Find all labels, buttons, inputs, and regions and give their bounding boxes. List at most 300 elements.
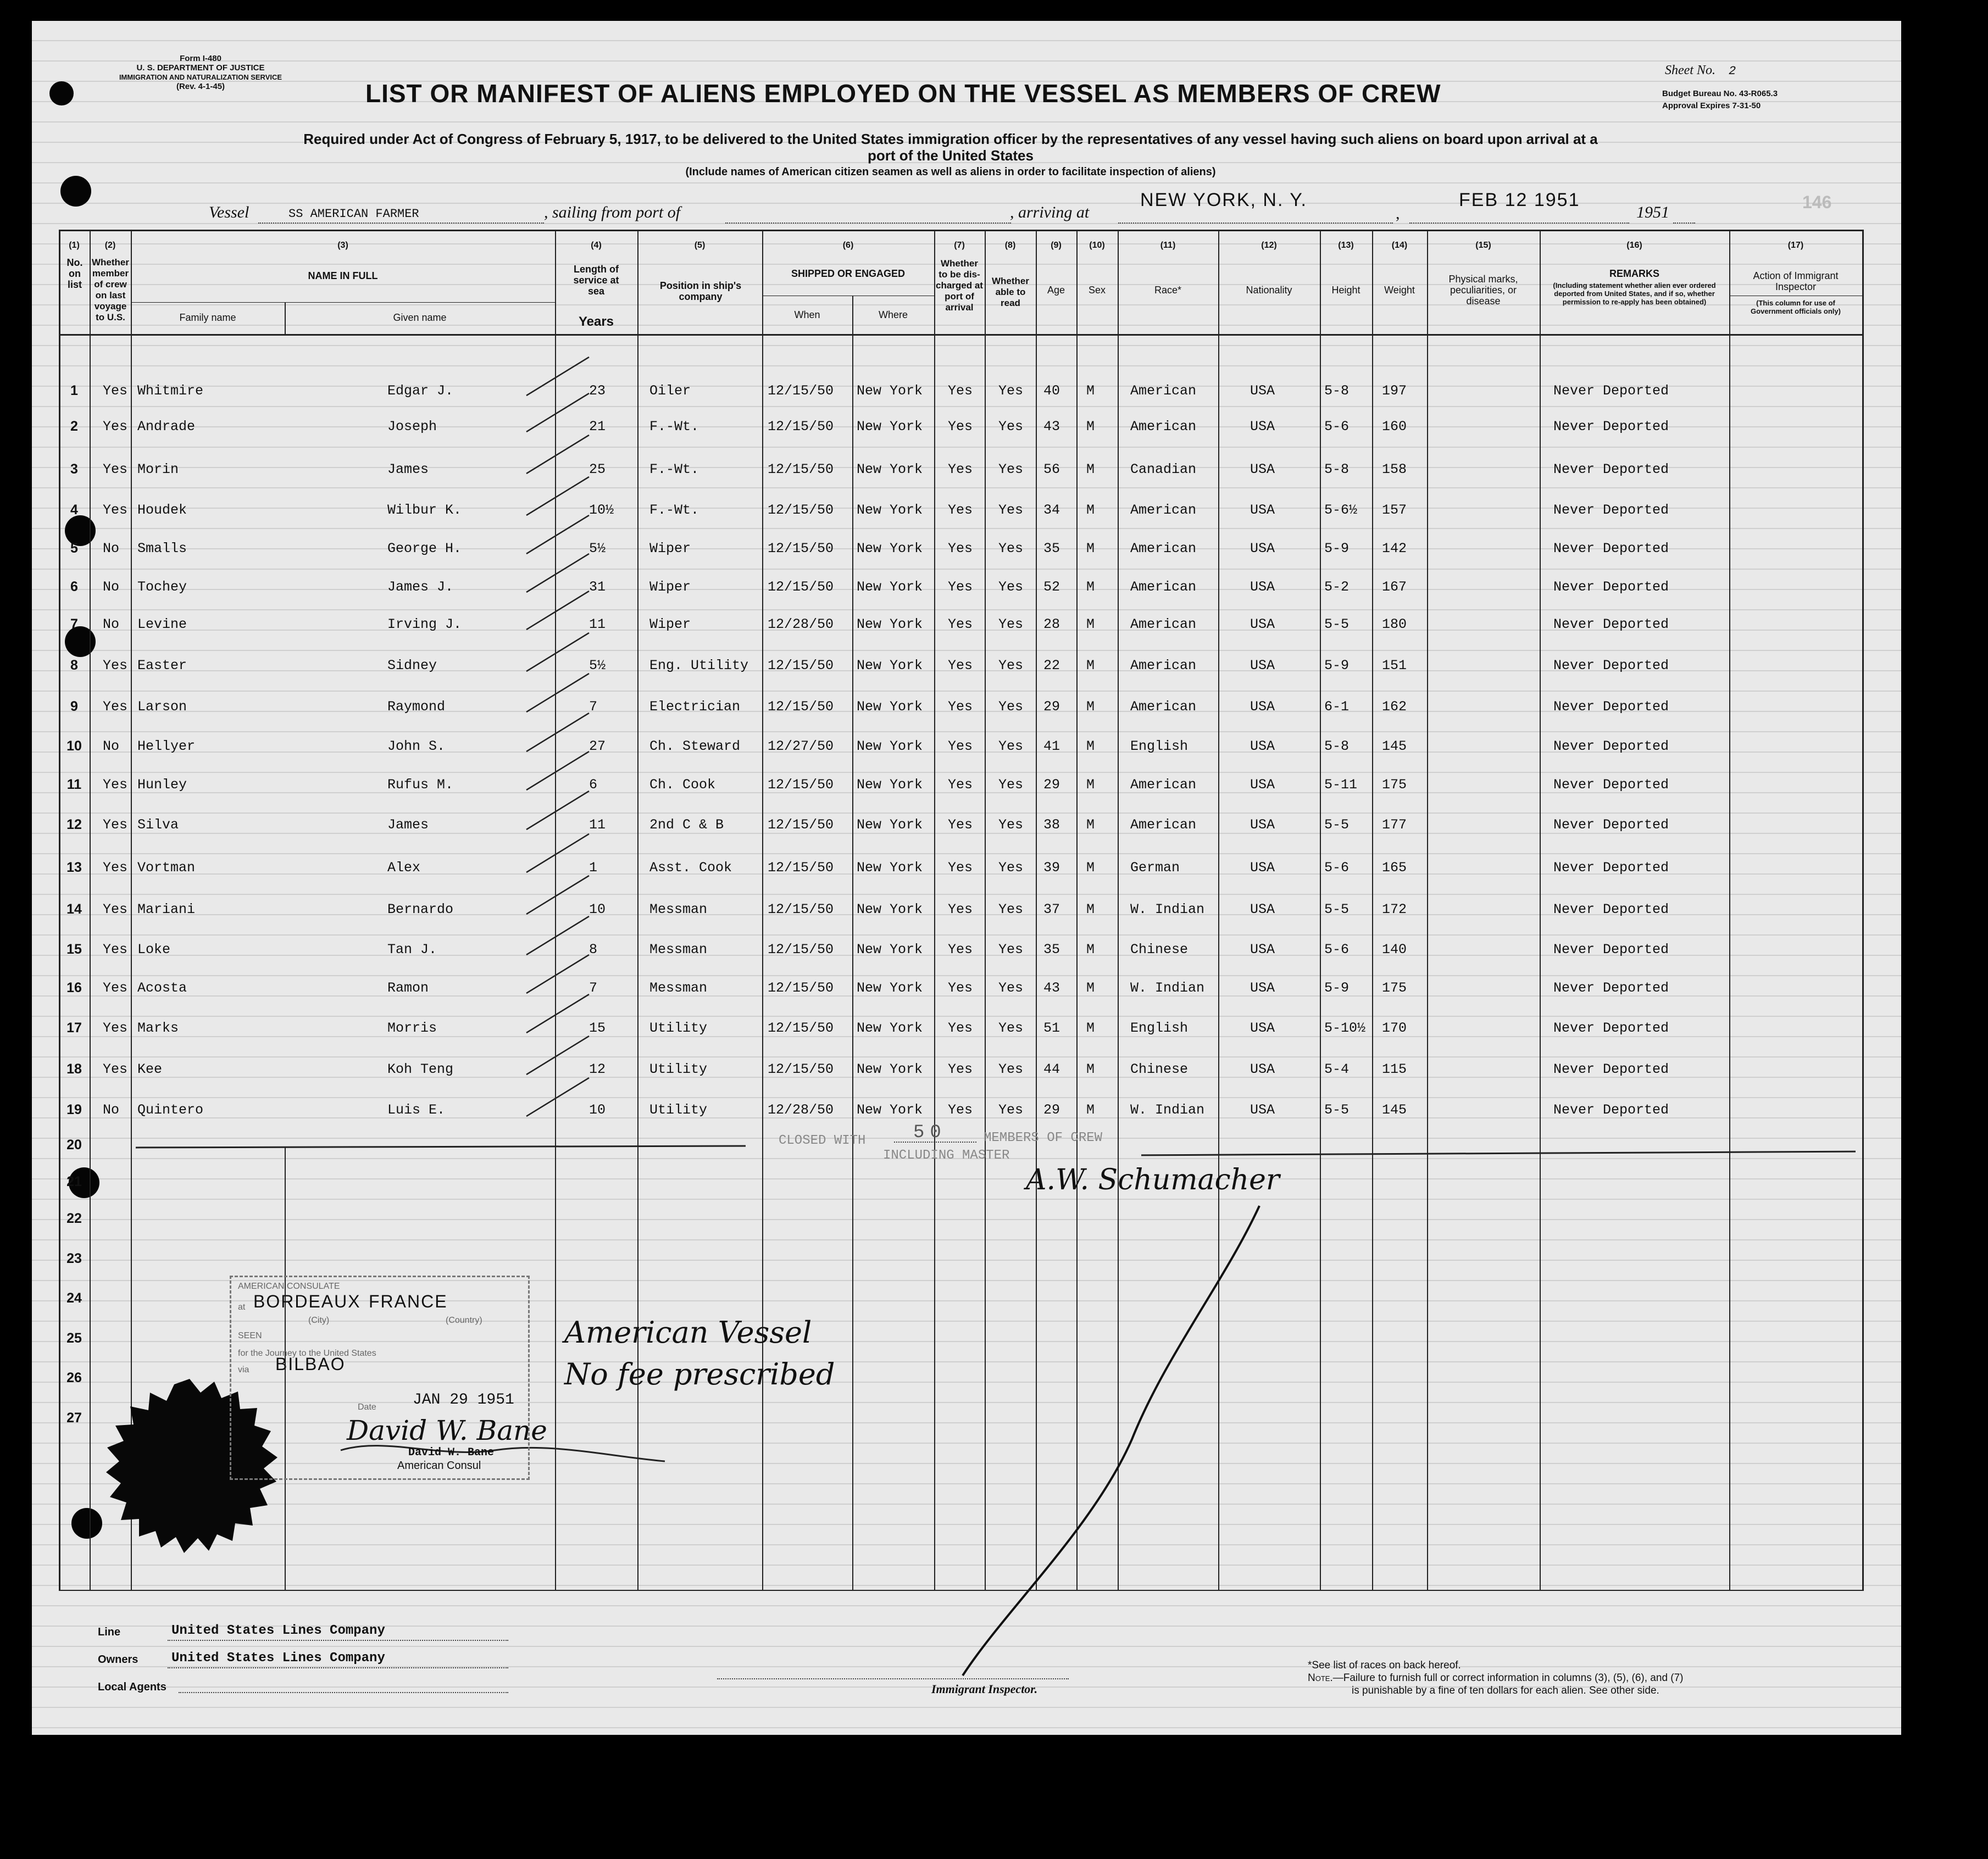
age-cell: 41 [1043, 738, 1060, 754]
stamp-seen: SEEN [238, 1331, 262, 1340]
years-at-sea-cell: 27 [589, 738, 606, 754]
last-voyage-value: Yes [103, 658, 128, 674]
given-name-cell: Tan J. [387, 942, 437, 958]
height-cell: 5-8 [1324, 461, 1350, 477]
including-master-label: INCLUDING MASTER [883, 1148, 1010, 1163]
years-at-sea-cell: 10 [589, 1102, 606, 1118]
line-value[interactable]: United States Lines Company [171, 1623, 385, 1638]
position-cell: Utility [649, 1020, 708, 1036]
age-cell: 38 [1043, 817, 1060, 833]
col-number: (7) [954, 241, 965, 250]
position-cell: F.-Wt. [649, 502, 699, 518]
stamp-via-label: via [238, 1365, 249, 1374]
years-at-sea-cell: 7 [589, 699, 598, 715]
last-voyage-value: Yes [103, 777, 128, 793]
race-cell: American [1130, 541, 1197, 556]
race-cell: German [1130, 860, 1180, 876]
header-given-name: Given name [393, 312, 447, 323]
sheet-number-value: 2 [1728, 64, 1736, 78]
sex-cell: M [1086, 942, 1095, 958]
col-number: (9) [1051, 241, 1062, 250]
header-shipped-engaged: SHIPPED OR ENGAGED [791, 268, 906, 279]
form-number: Form I-480 [180, 54, 221, 63]
given-name-cell: Morris [387, 1020, 437, 1036]
age-cell: 44 [1043, 1061, 1060, 1077]
discharged-cell: Yes [948, 738, 973, 754]
discharged-cell: Yes [948, 1020, 973, 1036]
family-name-cell: Andrade [137, 419, 196, 435]
age-cell: 28 [1043, 616, 1060, 632]
age-cell: 35 [1043, 942, 1060, 958]
discharged-cell: Yes [948, 579, 973, 595]
shipped-where-cell: New York [857, 738, 923, 754]
row-number: 27 [66, 1410, 82, 1426]
discharged-cell: Yes [948, 541, 973, 556]
row-number: 21 [66, 1174, 82, 1189]
position-cell: 2nd C & B [649, 817, 724, 833]
weight-cell: 167 [1382, 579, 1407, 595]
years-at-sea-cell: 10½ [589, 502, 614, 518]
shipped-when-cell: 12/15/50 [768, 1061, 834, 1077]
arriving-value[interactable]: NEW YORK, N. Y. [1140, 190, 1307, 210]
nationality-cell: USA [1250, 817, 1275, 833]
position-cell: Wiper [649, 616, 691, 632]
height-cell: 6-1 [1324, 699, 1350, 715]
nationality-cell: USA [1250, 942, 1275, 958]
able-to-read-cell: Yes [998, 738, 1024, 754]
family-name-cell: Houdek [137, 502, 187, 518]
given-name-cell: James [387, 461, 429, 477]
height-cell: 5-5 [1324, 901, 1350, 917]
height-cell: 5-4 [1324, 1061, 1350, 1077]
shipped-where-cell: New York [857, 901, 923, 917]
sex-cell: M [1086, 658, 1095, 674]
row-number: 19 [66, 1102, 82, 1117]
height-cell: 5-9 [1324, 980, 1350, 996]
sex-cell: M [1086, 616, 1095, 632]
header-able-to-read: Whether able to read [992, 276, 1029, 308]
height-cell: 5-6½ [1324, 502, 1358, 518]
remarks-cell: Never Deported [1553, 502, 1669, 518]
height-cell: 5-8 [1324, 383, 1350, 399]
age-cell: 52 [1043, 579, 1060, 595]
weight-cell: 160 [1382, 419, 1407, 435]
inspector-slash-path [963, 1206, 1259, 1676]
header-years: Years [578, 314, 614, 329]
position-cell: Electrician [649, 699, 741, 715]
able-to-read-cell: Yes [998, 541, 1024, 556]
weight-cell: 197 [1382, 383, 1407, 399]
sex-cell: M [1086, 461, 1095, 477]
form-service: IMMIGRATION AND NATURALIZATION SERVICE [119, 73, 282, 81]
family-name-cell: Levine [137, 616, 187, 632]
remarks-cell: Never Deported [1553, 860, 1669, 876]
remarks-cell: Never Deported [1553, 1061, 1669, 1077]
agents-label: Local Agents [98, 1681, 166, 1693]
weight-cell: 165 [1382, 860, 1407, 876]
shipped-when-cell: 12/15/50 [768, 419, 834, 435]
race-cell: W. Indian [1130, 1102, 1205, 1118]
position-cell: Eng. Utility [649, 658, 749, 674]
last-voyage-value: No [103, 616, 120, 632]
discharged-cell: Yes [948, 1061, 973, 1077]
col-number: (15) [1475, 241, 1491, 250]
height-cell: 5-11 [1324, 777, 1358, 793]
row-number: 18 [66, 1061, 82, 1077]
header-name-in-full: NAME IN FULL [308, 270, 378, 281]
family-name-cell: Hunley [137, 777, 187, 793]
shipped-where-cell: New York [857, 817, 923, 833]
row-number: 13 [66, 860, 82, 875]
last-voyage-value: Yes [103, 419, 128, 435]
owners-field [168, 1667, 508, 1668]
stamp-city: BORDEAUX [253, 1292, 361, 1311]
years-at-sea-cell: 31 [589, 579, 606, 595]
weight-cell: 175 [1382, 777, 1407, 793]
given-name-cell: Wilbur K. [387, 502, 462, 518]
sex-cell: M [1086, 817, 1095, 833]
sex-cell: M [1086, 541, 1095, 556]
nationality-cell: USA [1250, 901, 1275, 917]
position-cell: Ch. Cook [649, 777, 716, 793]
discharged-cell: Yes [948, 461, 973, 477]
race-cell: English [1130, 738, 1189, 754]
shipped-when-cell: 12/15/50 [768, 901, 834, 917]
years-at-sea-cell: 5½ [589, 658, 606, 674]
note-line: is punishable by a fine of ten dollars for each alien. See other side. [1352, 1685, 1659, 1696]
comma: , [1396, 204, 1400, 222]
weight-cell: 162 [1382, 699, 1407, 715]
closed-with-label: CLOSED WITH [779, 1133, 866, 1148]
given-name-cell: James J. [387, 579, 454, 595]
age-cell: 56 [1043, 461, 1060, 477]
given-name-cell: Edgar J. [387, 383, 454, 399]
discharged-cell: Yes [948, 901, 973, 917]
height-cell: 5-9 [1324, 658, 1350, 674]
shipped-where-cell: New York [857, 980, 923, 996]
race-cell: American [1130, 383, 1197, 399]
remarks-cell: Never Deported [1553, 461, 1669, 477]
header-weight: Weight [1384, 285, 1415, 296]
shipped-where-cell: New York [857, 860, 923, 876]
last-voyage-value: Yes [103, 502, 128, 518]
row-number: 7 [70, 616, 78, 632]
stamp-city-label: (City) [308, 1316, 330, 1325]
given-name-cell: Bernardo [387, 901, 454, 917]
age-cell: 35 [1043, 541, 1060, 556]
col-number: (2) [104, 241, 116, 250]
stamp-heading: AMERICAN CONSULATE [238, 1282, 340, 1291]
nationality-cell: USA [1250, 860, 1275, 876]
shipped-when-cell: 12/15/50 [768, 980, 834, 996]
shipped-where-cell: New York [857, 1020, 923, 1036]
years-at-sea-cell: 15 [589, 1020, 606, 1036]
age-cell: 43 [1043, 980, 1060, 996]
given-name-cell: John S. [387, 738, 446, 754]
height-cell: 5-8 [1324, 738, 1350, 754]
race-cell: Canadian [1130, 461, 1197, 477]
nationality-cell: USA [1250, 579, 1275, 595]
discharged-cell: Yes [948, 419, 973, 435]
budget-bureau-number: Budget Bureau No. 43-R065.3 [1662, 89, 1778, 98]
years-at-sea-cell: 11 [589, 817, 606, 833]
nationality-cell: USA [1250, 777, 1275, 793]
row-number: 24 [66, 1290, 82, 1306]
header-nationality: Nationality [1246, 285, 1292, 296]
owners-value[interactable]: United States Lines Company [171, 1651, 385, 1666]
race-cell: W. Indian [1130, 980, 1205, 996]
row-number: 9 [70, 699, 78, 714]
years-tick-marks [526, 357, 589, 1116]
shipped-when-cell: 12/15/50 [768, 817, 834, 833]
col-number: (1) [69, 241, 80, 250]
col-number: (14) [1391, 241, 1408, 250]
nationality-cell: USA [1250, 541, 1275, 556]
able-to-read-cell: Yes [998, 383, 1024, 399]
weight-cell: 175 [1382, 980, 1407, 996]
family-name-cell: Smalls [137, 541, 187, 556]
col-number: (4) [591, 241, 602, 250]
requirement-line: Required under Act of Congress of February 5, 1917, to be delivered to the United States immigration officer by the representatives of any vessel having such aliens on board upon arrival at a [303, 131, 1598, 147]
family-name-cell: Vortman [137, 860, 196, 876]
race-cell: American [1130, 579, 1197, 595]
header-when: When [794, 309, 820, 320]
shipped-when-cell: 12/28/50 [768, 1102, 834, 1118]
able-to-read-cell: Yes [998, 817, 1024, 833]
years-at-sea-cell: 10 [589, 901, 606, 917]
age-cell: 37 [1043, 901, 1060, 917]
nationality-cell: USA [1250, 699, 1275, 715]
vessel-label: Vessel [209, 203, 249, 221]
row-number: 11 [66, 777, 82, 792]
sex-cell: M [1086, 1020, 1095, 1036]
race-cell: American [1130, 777, 1197, 793]
remarks-cell: Never Deported [1553, 777, 1669, 793]
shipped-when-cell: 12/15/50 [768, 699, 834, 715]
height-cell: 5-10½ [1324, 1020, 1366, 1036]
remarks-cell: Never Deported [1553, 1020, 1669, 1036]
shipped-where-cell: New York [857, 541, 923, 556]
shipped-when-cell: 12/15/50 [768, 541, 834, 556]
sex-cell: M [1086, 699, 1095, 715]
row-number: 10 [66, 738, 82, 754]
row-number: 23 [66, 1251, 82, 1266]
able-to-read-cell: Yes [998, 1020, 1024, 1036]
sex-cell: M [1086, 1102, 1095, 1118]
height-cell: 5-5 [1324, 616, 1350, 632]
stamp-country-label: (Country) [446, 1316, 482, 1325]
age-cell: 40 [1043, 383, 1060, 399]
shipped-where-cell: New York [857, 1061, 923, 1077]
last-voyage-value: No [103, 541, 120, 556]
consul-title: American Consul [397, 1460, 481, 1472]
col-number: (10) [1089, 241, 1105, 250]
race-cell: Chinese [1130, 1061, 1189, 1077]
closed-count: 50 [913, 1122, 947, 1143]
shipped-where-cell: New York [857, 383, 923, 399]
able-to-read-cell: Yes [998, 461, 1024, 477]
discharged-cell: Yes [948, 942, 973, 958]
handwritten-note-line: American Vessel [564, 1315, 812, 1350]
line-field [168, 1640, 508, 1641]
race-cell: Chinese [1130, 942, 1189, 958]
row-number: 25 [66, 1331, 82, 1346]
sex-cell: M [1086, 980, 1095, 996]
discharged-cell: Yes [948, 383, 973, 399]
weight-cell: 142 [1382, 541, 1407, 556]
discharged-cell: Yes [948, 1102, 973, 1118]
weight-cell: 180 [1382, 616, 1407, 632]
header-last-voyage: Whether member of crew on last voyage to U.S. [92, 257, 129, 322]
remarks-cell: Never Deported [1553, 942, 1669, 958]
arriving-label: , arriving at [1010, 203, 1090, 221]
shipped-when-cell: 12/15/50 [768, 942, 834, 958]
shipped-when-cell: 12/15/50 [768, 777, 834, 793]
family-name-cell: Quintero [137, 1102, 204, 1118]
page-stamp: 146 [1802, 192, 1832, 212]
able-to-read-cell: Yes [998, 502, 1024, 518]
shipped-where-cell: New York [857, 777, 923, 793]
remarks-cell: Never Deported [1553, 616, 1669, 632]
vessel-value[interactable]: SS AMERICAN FARMER [288, 207, 419, 221]
age-cell: 29 [1043, 777, 1060, 793]
weight-cell: 157 [1382, 502, 1407, 518]
family-name-cell: Loke [137, 942, 171, 958]
race-cell: W. Indian [1130, 901, 1205, 917]
able-to-read-cell: Yes [998, 579, 1024, 595]
age-cell: 51 [1043, 1020, 1060, 1036]
remarks-cell: Never Deported [1553, 699, 1669, 715]
age-cell: 29 [1043, 1102, 1060, 1118]
line-label: Line [98, 1626, 121, 1638]
remarks-cell: Never Deported [1553, 579, 1669, 595]
family-name-cell: Whitmire [137, 383, 204, 399]
years-at-sea-cell: 23 [589, 383, 606, 399]
age-cell: 43 [1043, 419, 1060, 435]
shipped-where-cell: New York [857, 419, 923, 435]
header-family-name: Family name [179, 312, 236, 323]
years-at-sea-cell: 21 [589, 419, 606, 435]
header-age: Age [1047, 285, 1065, 296]
years-at-sea-cell: 6 [589, 777, 598, 793]
last-voyage-value: No [103, 579, 120, 595]
header-position: Position in ship's company [659, 280, 742, 302]
agents-field [179, 1692, 508, 1693]
inspector-field [717, 1678, 1069, 1679]
header-sex: Sex [1088, 285, 1106, 296]
last-voyage-value: Yes [103, 860, 128, 876]
failure-note [1308, 1672, 1684, 1697]
family-name-cell: Marks [137, 1020, 179, 1036]
owners-label: Owners [98, 1654, 138, 1666]
able-to-read-cell: Yes [998, 777, 1024, 793]
sex-cell: M [1086, 419, 1095, 435]
family-name-cell: Larson [137, 699, 187, 715]
col-number: (3) [337, 241, 348, 250]
stamp-country: FRANCE [369, 1292, 448, 1311]
race-cell: American [1130, 817, 1197, 833]
row-number: 20 [66, 1137, 82, 1153]
height-cell: 5-6 [1324, 860, 1350, 876]
approval-expires: Approval Expires 7-31-50 [1662, 101, 1761, 110]
last-voyage-value: No [103, 1102, 120, 1118]
position-cell: Asst. Cook [649, 860, 732, 876]
sex-cell: M [1086, 738, 1095, 754]
shipped-where-cell: New York [857, 579, 923, 595]
header-inspector-action: Action of Immigrant Inspector [1753, 270, 1839, 292]
given-name-cell: Irving J. [387, 616, 462, 632]
header-length-service: Length of service at sea [573, 264, 619, 297]
family-name-cell: Morin [137, 461, 179, 477]
discharged-cell: Yes [948, 980, 973, 996]
nationality-cell: USA [1250, 658, 1275, 674]
nationality-cell: USA [1250, 1020, 1275, 1036]
nationality-cell: USA [1250, 419, 1275, 435]
sex-cell: M [1086, 860, 1095, 876]
remarks-cell: Never Deported [1553, 541, 1669, 556]
able-to-read-cell: Yes [998, 1061, 1024, 1077]
able-to-read-cell: Yes [998, 1102, 1024, 1118]
inspector-label: Immigrant Inspector. [931, 1682, 1038, 1696]
discharged-cell: Yes [948, 860, 973, 876]
able-to-read-cell: Yes [998, 658, 1024, 674]
race-cell: American [1130, 658, 1197, 674]
race-cell: American [1130, 502, 1197, 518]
weight-cell: 115 [1382, 1061, 1407, 1077]
row-number: 3 [70, 461, 78, 477]
height-cell: 5-6 [1324, 419, 1350, 435]
given-name-cell: Ramon [387, 980, 429, 996]
position-cell: F.-Wt. [649, 419, 699, 435]
last-voyage-value: Yes [103, 383, 128, 399]
family-name-cell: Tochey [137, 579, 187, 595]
col-number: (8) [1004, 241, 1016, 250]
arrival-date-stamp: FEB 12 1951 [1459, 190, 1580, 210]
position-cell: Oiler [649, 383, 691, 399]
remarks-cell: Never Deported [1553, 901, 1669, 917]
years-at-sea-cell: 12 [589, 1061, 606, 1077]
height-cell: 5-5 [1324, 817, 1350, 833]
discharged-cell: Yes [948, 658, 973, 674]
given-name-cell: George H. [387, 541, 462, 556]
race-cell: English [1130, 1020, 1189, 1036]
shipped-where-cell: New York [857, 1102, 923, 1118]
requirement-note: (Include names of American citizen seamen as well as aliens in order to facilitate inspection of aliens) [685, 166, 1216, 178]
able-to-read-cell: Yes [998, 699, 1024, 715]
handwritten-note-line: No fee prescribed [564, 1357, 835, 1392]
given-name-cell: Alex [387, 860, 421, 876]
years-at-sea-cell: 7 [589, 980, 598, 996]
height-cell: 5-5 [1324, 1102, 1350, 1118]
position-cell: Utility [649, 1102, 708, 1118]
page-title: LIST OR MANIFEST OF ALIENS EMPLOYED ON THE VESSEL AS MEMBERS OF CREW [365, 79, 1441, 108]
able-to-read-cell: Yes [998, 616, 1024, 632]
position-cell: Messman [649, 980, 708, 996]
nationality-cell: USA [1250, 502, 1275, 518]
weight-cell: 151 [1382, 658, 1407, 674]
weight-cell: 158 [1382, 461, 1407, 477]
last-voyage-value: Yes [103, 901, 128, 917]
shipped-where-cell: New York [857, 461, 923, 477]
row-number: 14 [66, 901, 82, 917]
age-cell: 29 [1043, 699, 1060, 715]
nationality-cell: USA [1250, 461, 1275, 477]
shipped-when-cell: 12/28/50 [768, 616, 834, 632]
race-note: *See list of races on back hereof. [1308, 1660, 1461, 1671]
col-number: (5) [694, 241, 706, 250]
note-line: —Failure to furnish full or correct information in columns (3), (5), (6), and (7) [1332, 1672, 1684, 1684]
given-name-cell: Rufus M. [387, 777, 454, 793]
